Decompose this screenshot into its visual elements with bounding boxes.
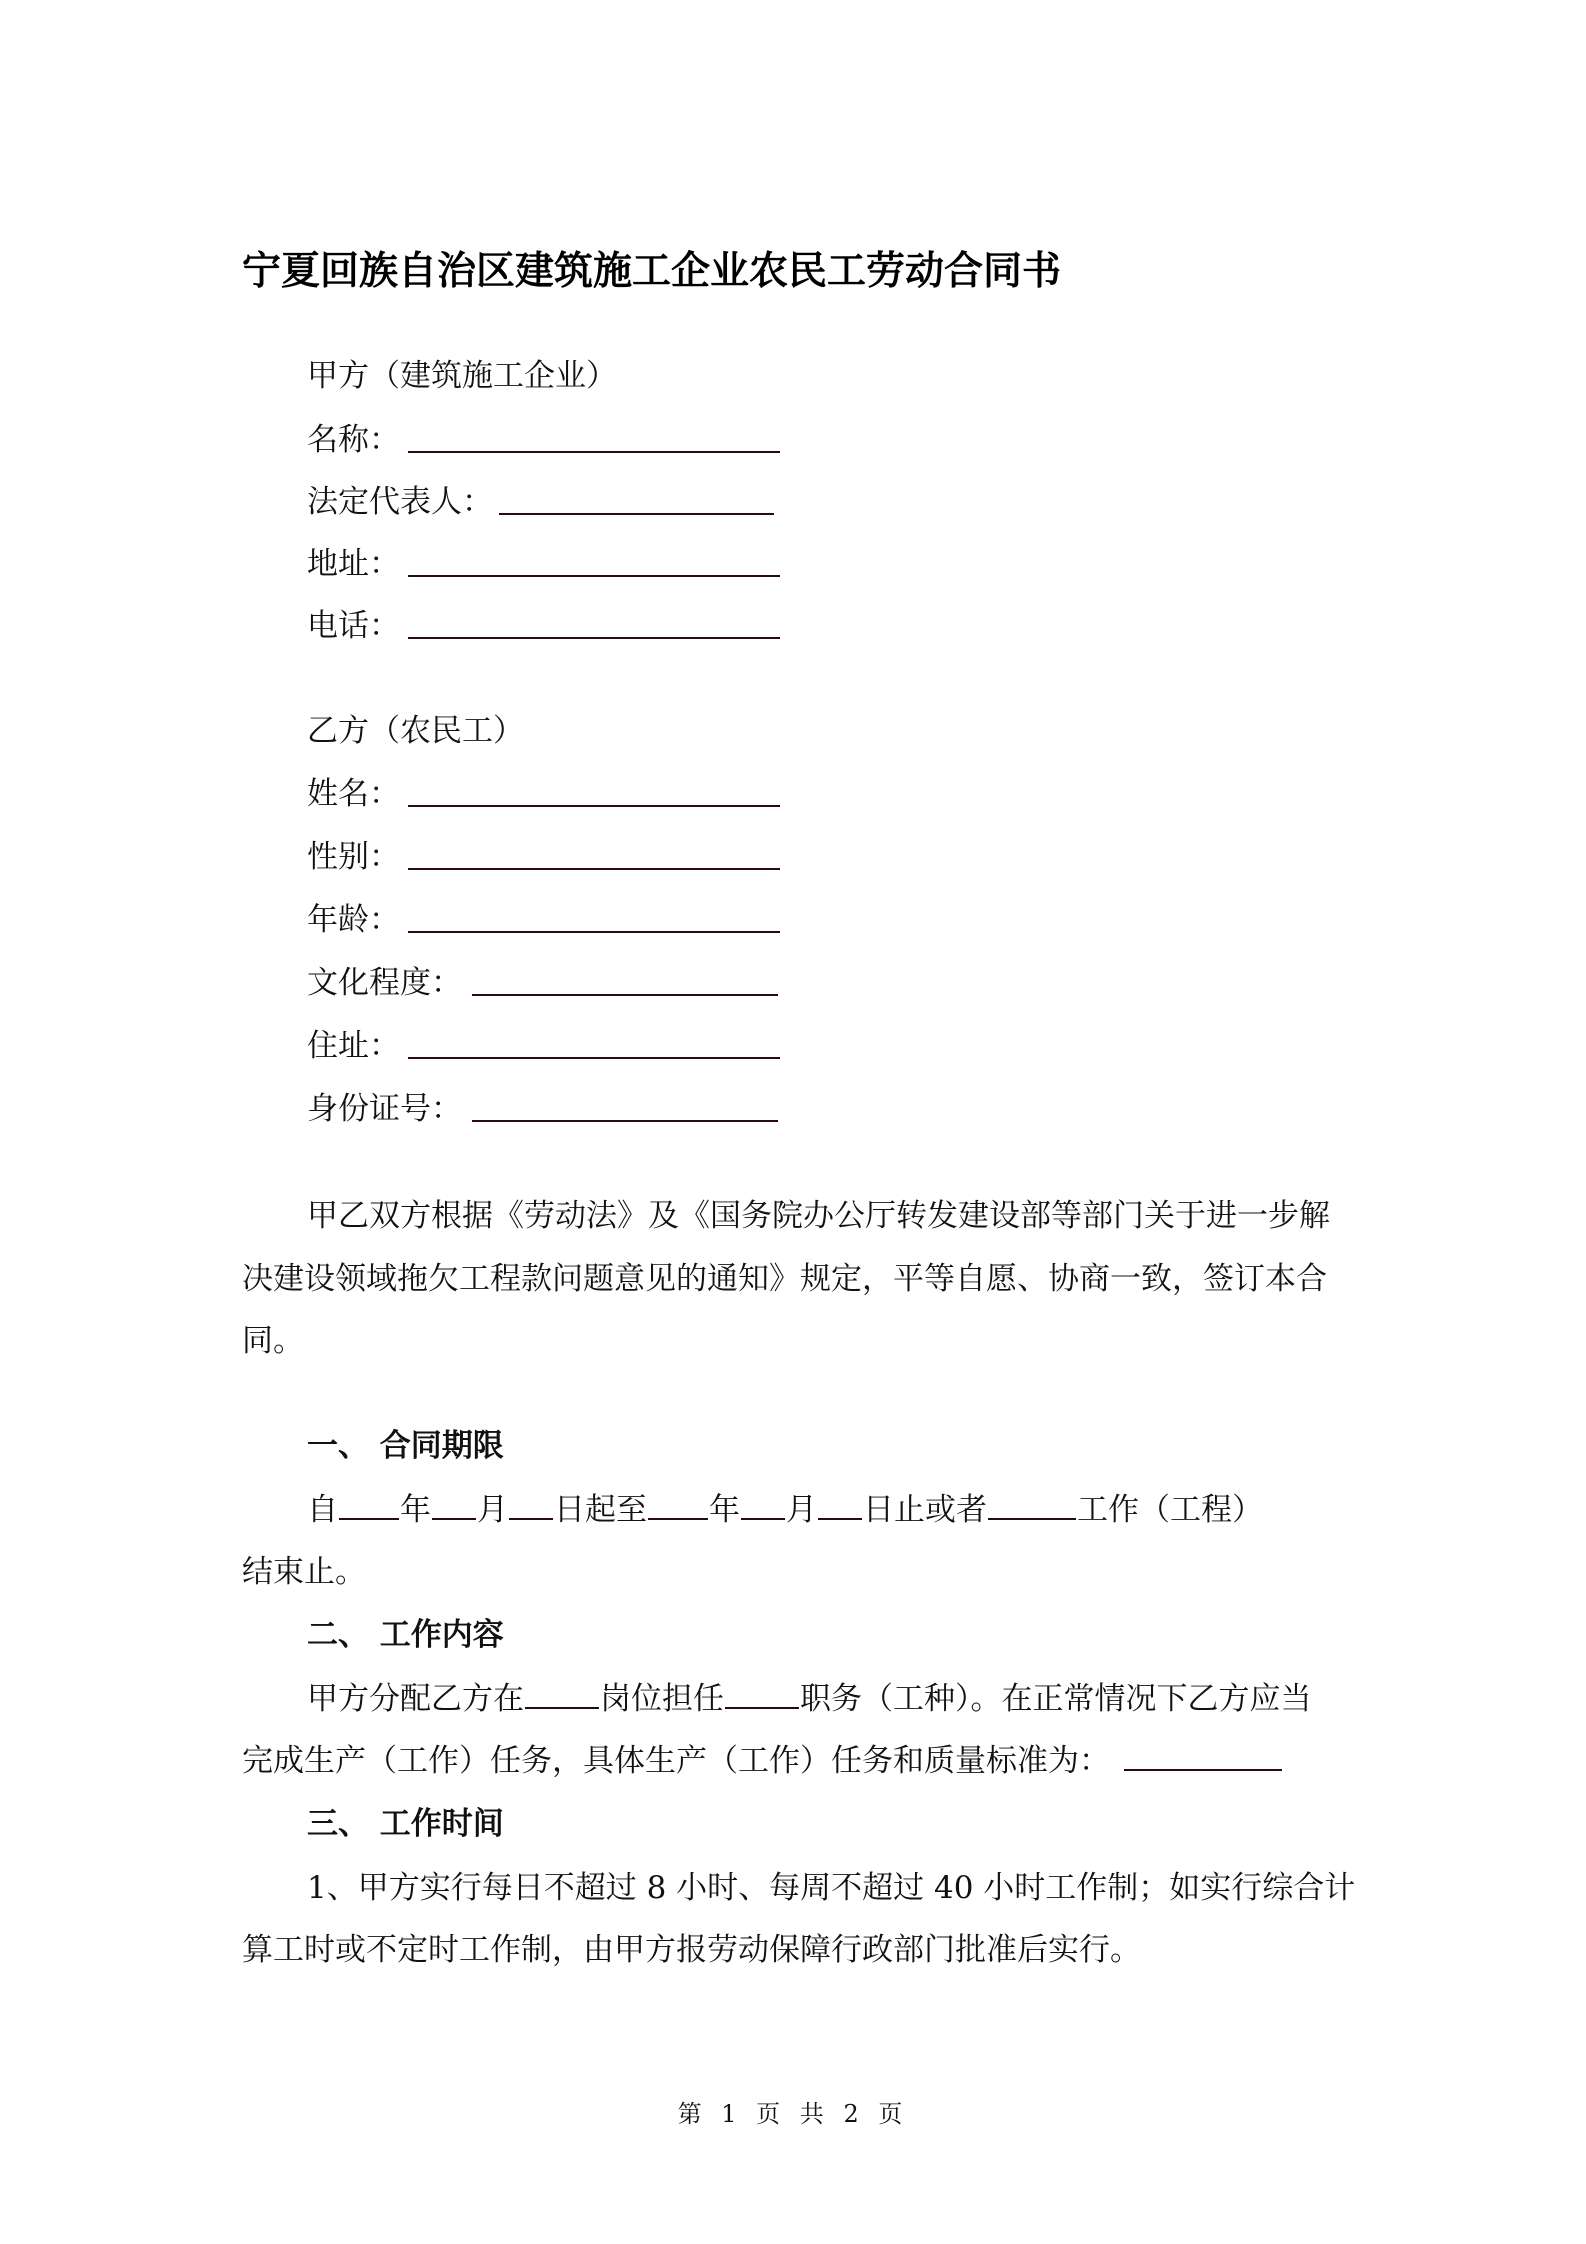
field-label: 法定代表人： <box>307 484 493 520</box>
party-a-name-field <box>307 420 780 460</box>
party-a-phone-blank[interactable] <box>408 637 780 639</box>
party-b-name-blank[interactable] <box>408 805 780 807</box>
section-1-heading: 一、 合同期限 <box>307 1428 504 1464</box>
section-1-term-line <box>307 1490 1263 1530</box>
party-a-address-blank[interactable] <box>408 575 780 577</box>
page-number-footer: 第 1 页 共 2 页 <box>677 2100 909 2128</box>
work-project-blank[interactable] <box>988 1517 1076 1520</box>
term-text: 自 <box>307 1492 338 1528</box>
party-b-id-number-field <box>307 1089 778 1129</box>
party-b-residence-blank[interactable] <box>408 1057 780 1059</box>
party-b-gender-blank[interactable] <box>408 868 780 870</box>
section-2-assignment-line <box>307 1679 1312 1719</box>
section-3-line-2: 算工时或不定时工作制，由甲方报劳动保障行政部门批准后实行。 <box>242 1932 1141 1968</box>
term-text: 日起至 <box>554 1492 647 1528</box>
party-a-address-field <box>307 544 780 584</box>
party-b-age-field <box>307 900 780 940</box>
party-b-name-field <box>307 774 780 814</box>
start-month-blank[interactable] <box>432 1517 476 1520</box>
party-b-gender-field <box>307 837 780 877</box>
term-text: 年 <box>400 1492 431 1528</box>
party-b-education-field <box>307 963 778 1003</box>
preamble-line-1: 甲乙双方根据《劳动法》及《国务院办公厅转发建设部等部门关于进一步解 <box>307 1198 1330 1234</box>
term-text: 年 <box>709 1492 740 1528</box>
party-a-phone-field <box>307 606 780 646</box>
term-text: 日止或者 <box>863 1492 987 1528</box>
assignment-text: 甲方分配乙方在 <box>307 1681 524 1717</box>
party-b-residence-field <box>307 1026 780 1066</box>
position-blank[interactable] <box>525 1706 599 1709</box>
start-day-blank[interactable] <box>509 1517 553 1520</box>
party-b-heading <box>307 711 524 751</box>
job-title-blank[interactable] <box>725 1706 799 1709</box>
party-a-heading <box>307 356 617 396</box>
field-label: 名称： <box>307 422 400 458</box>
party-a-heading-text: 甲方（建筑施工企业） <box>307 358 617 394</box>
field-label: 性别： <box>307 839 400 875</box>
party-a-legal-rep-field <box>307 482 774 522</box>
start-year-blank[interactable] <box>339 1517 399 1520</box>
party-a-legal-rep-blank[interactable] <box>499 513 774 515</box>
quality-standard-blank[interactable] <box>1124 1768 1282 1771</box>
term-text: 月 <box>786 1492 817 1528</box>
assignment-text: 职务（工种）。在正常情况下乙方应当 <box>800 1681 1312 1717</box>
preamble-line-3: 同。 <box>242 1323 304 1359</box>
party-b-heading-text: 乙方（农民工） <box>307 713 524 749</box>
quality-standard-text: 完成生产（工作）任务，具体生产（工作）任务和质量标准为： <box>242 1743 1110 1779</box>
party-b-education-blank[interactable] <box>472 994 778 996</box>
section-2-line-2 <box>242 1741 1283 1781</box>
assignment-text: 岗位担任 <box>600 1681 724 1717</box>
section-3-line-1: 1、甲方实行每日不超过 8 小时、每周不超过 40 小时工作制；如实行综合计 <box>307 1870 1356 1906</box>
document-title: 宁夏回族自治区建筑施工企业农民工劳动合同书 <box>242 249 1062 294</box>
preamble-line-2: 决建设领域拖欠工程款问题意见的通知》规定，平等自愿、协商一致，签订本合 <box>242 1261 1327 1297</box>
section-2-heading: 二、 工作内容 <box>307 1617 504 1653</box>
field-label: 住址： <box>307 1028 400 1064</box>
end-day-blank[interactable] <box>818 1517 862 1520</box>
field-label: 文化程度： <box>307 965 462 1001</box>
section-1-line-2: 结束止。 <box>242 1554 366 1590</box>
term-text: 工作（工程） <box>1077 1492 1263 1528</box>
field-label: 地址： <box>307 546 400 582</box>
party-a-name-blank[interactable] <box>408 451 780 453</box>
end-year-blank[interactable] <box>648 1517 708 1520</box>
field-label: 年龄： <box>307 902 400 938</box>
term-text: 月 <box>477 1492 508 1528</box>
field-label: 身份证号： <box>307 1091 462 1127</box>
section-3-heading: 三、 工作时间 <box>307 1806 504 1842</box>
end-month-blank[interactable] <box>741 1517 785 1520</box>
field-label: 电话： <box>307 608 400 644</box>
field-label: 姓名： <box>307 776 400 812</box>
party-b-id-number-blank[interactable] <box>472 1120 778 1122</box>
party-b-age-blank[interactable] <box>408 931 780 933</box>
